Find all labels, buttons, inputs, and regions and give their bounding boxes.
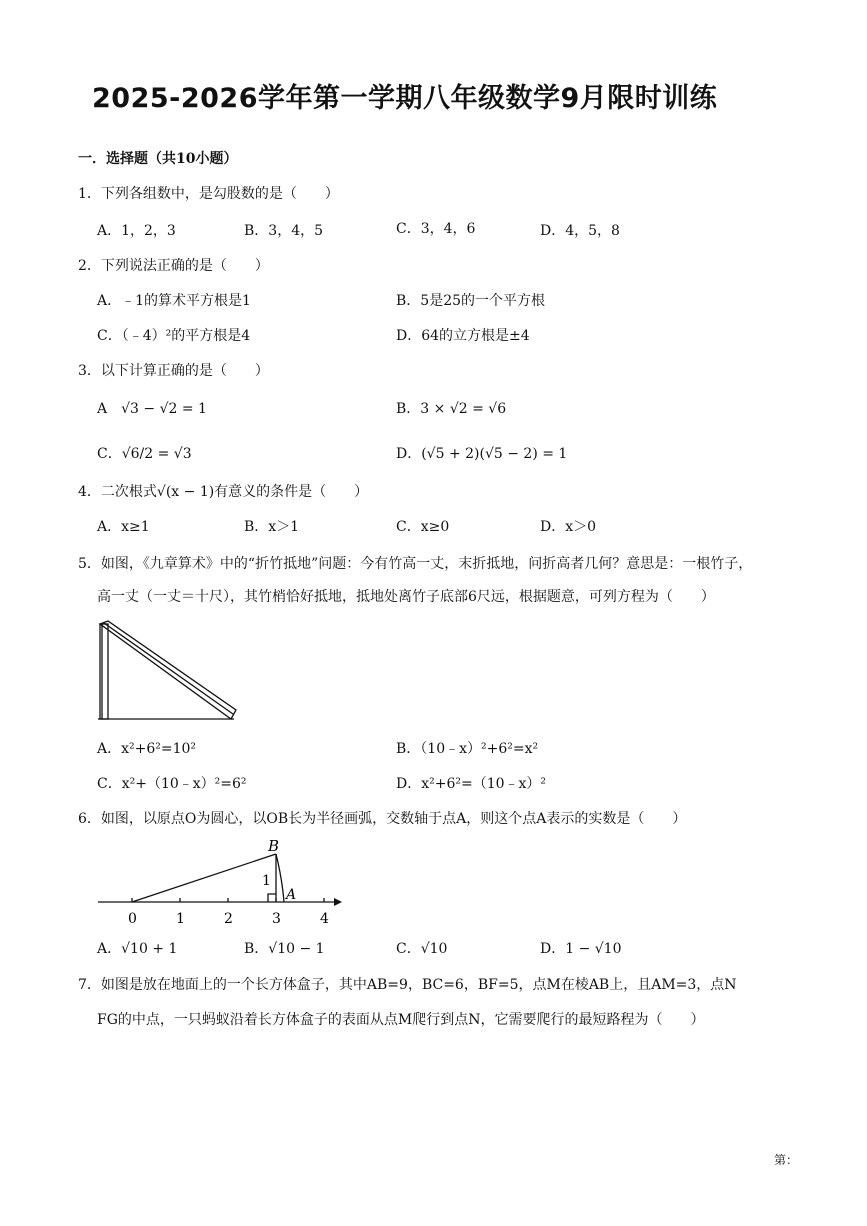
question-5-option-b: B．（10﹣x）²+6²=x² xyxy=(396,741,539,757)
label-point-a: A xyxy=(286,887,297,903)
section-heading: 一．选择题（共10小题） xyxy=(78,151,238,167)
question-5-option-a: A．x²+6²=10² xyxy=(97,741,197,757)
broken-bamboo xyxy=(100,621,236,719)
question-2-option-a: A．﹣1的算术平方根是1 xyxy=(97,293,251,309)
question-2-option-b: B．5是25的一个平方根 xyxy=(396,293,546,309)
question-3-option-b: B．3 × √2 = √6 xyxy=(396,401,507,417)
question-4-stem: 4．二次根式√(x − 1)有意义的条件是（ ） xyxy=(78,484,369,500)
question-5-stem-line-2: 高一丈（一丈＝十尺），其竹梢恰好抵地，抵地处离竹子底部6尺远，根据题意，可列方程为（ ） xyxy=(97,589,715,605)
question-6-option-b: B．√10 − 1 xyxy=(244,941,325,957)
tick-label-3: 3 xyxy=(272,911,281,927)
question-3-option-a: A √3 − √2 = 1 xyxy=(97,401,207,417)
arc-b-to-a xyxy=(276,854,284,902)
question-4-option-b: B．x＞1 xyxy=(244,519,300,535)
tick-label-4: 4 xyxy=(320,911,329,927)
question-6-stem: 6．如图，以原点O为圆心，以OB长为半径画弧，交数轴于点A，则这个点A表示的实数是（ ） xyxy=(78,811,687,827)
right-angle-mark xyxy=(268,894,276,902)
question-5-option-c: C．x²+（10﹣x）²=6² xyxy=(97,776,247,792)
question-2-stem: 2．下列说法正确的是（ ） xyxy=(78,258,269,274)
question-7-stem-line-1: 7．如图是放在地面上的一个长方体盒子，其中AB=9，BC=6，BF=5，点M在棱AB上，且AM=3，点N xyxy=(78,977,737,993)
axis-arrow xyxy=(334,898,342,906)
question-7-stem-line-2: FG的中点，一只蚂蚁沿着长方体盒子的表面从点M爬行到点N，它需要爬行的最短路程为（ ） xyxy=(97,1012,705,1028)
question-1-option-d: D．4，5，8 xyxy=(540,223,620,239)
question-2-option-d: D．64的立方根是±4 xyxy=(396,328,530,344)
question-2-option-c: C．（﹣4）²的平方根是4 xyxy=(97,328,251,344)
label-side-1: 1 xyxy=(262,873,271,889)
question-6-option-d: D．1 − √10 xyxy=(540,941,622,957)
question-4-option-a: A．x≥1 xyxy=(97,519,150,535)
question-3-option-d: D．(√5 + 2)(√5 − 2) = 1 xyxy=(396,446,568,462)
tick-label-2: 2 xyxy=(224,911,233,927)
question-3-option-c: C．√6/2 = √3 xyxy=(97,446,192,462)
question-6-option-c: C．√10 xyxy=(396,941,448,957)
number-line-figure xyxy=(96,836,351,932)
question-1-option-c: C．3，4，6 xyxy=(396,221,476,237)
label-point-b: B xyxy=(268,837,280,855)
question-6-option-a: A．√10 + 1 xyxy=(97,941,178,957)
question-1-option-b: B．3，4，5 xyxy=(244,223,324,239)
tick-label-0: 0 xyxy=(128,911,137,927)
question-4-option-d: D．x＞0 xyxy=(540,519,597,535)
question-4-option-c: C．x≥0 xyxy=(396,519,450,535)
page-footer: 第： xyxy=(774,1153,799,1167)
segment-ob xyxy=(132,854,276,902)
bamboo-stem xyxy=(100,624,108,719)
question-1-stem: 1．下列各组数中，是勾股数的是（ ） xyxy=(78,186,339,202)
tick-label-1: 1 xyxy=(176,911,185,927)
bamboo-figure xyxy=(96,618,241,724)
question-1-option-a: A．1，2，3 xyxy=(97,223,176,239)
page-title: 2025-2026学年第一学期八年级数学9月限时训练 xyxy=(92,83,718,114)
question-5-option-d: D．x²+6²=（10﹣x）² xyxy=(396,776,547,792)
question-3-stem: 3．以下计算正确的是（ ） xyxy=(78,363,269,379)
question-5-stem-line-1: 5．如图，《九章算术》中的“折竹抵地”问题：今有竹高一丈，末折抵地，问折高者几何？意思是：一根竹子， xyxy=(78,556,753,572)
